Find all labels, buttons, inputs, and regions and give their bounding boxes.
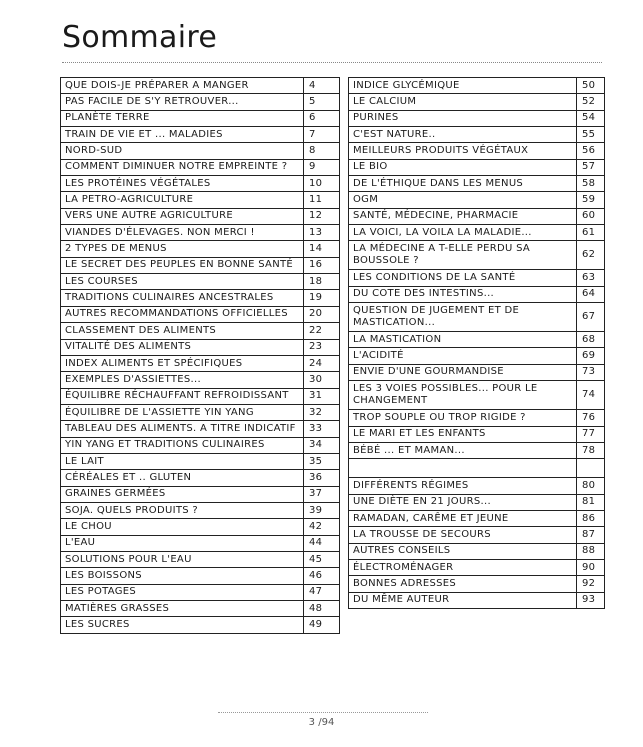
- toc-entry-title: LES POTAGES: [61, 584, 304, 600]
- toc-entry-title: GRAINES GERMÉES: [61, 486, 304, 502]
- toc-entry-page: 12: [304, 208, 340, 224]
- toc-entry-page: 4: [304, 78, 340, 94]
- toc-row: [61, 617, 340, 633]
- toc-entry-page: 32: [304, 404, 340, 420]
- toc-entry-title: ÉQUILIBRE RÉCHAUFFANT REFROIDISSANT: [61, 388, 304, 404]
- toc-entry-title: DE L'ÉTHIQUE DANS LES MENUS: [349, 176, 577, 192]
- toc-row: [61, 290, 340, 306]
- toc-entry-page: 9: [304, 159, 340, 175]
- toc-entry-page: 64: [577, 286, 605, 302]
- toc-entry-page: 48: [304, 601, 340, 617]
- toc-entry-title: BÉBÉ ... ET MAMAN...: [349, 442, 577, 458]
- toc-entry-title: SOJA. QUELS PRODUITS ?: [61, 502, 304, 518]
- toc-row: [349, 348, 605, 364]
- toc-row: [349, 192, 605, 208]
- toc-row: [61, 208, 340, 224]
- toc-entry-page: 31: [304, 388, 340, 404]
- toc-entry-title: LES SUCRES: [61, 617, 304, 633]
- toc-row: [61, 535, 340, 551]
- toc-entry-page: 54: [577, 110, 605, 126]
- toc-entry-page: 16: [304, 257, 340, 273]
- toc-entry-page: 19: [304, 290, 340, 306]
- toc-row: [349, 78, 605, 94]
- toc-entry-title: VITALITÉ DES ALIMENTS: [61, 339, 304, 355]
- toc-entry-title: LES COURSES: [61, 274, 304, 290]
- toc-entry-title: C'EST NATURE..: [349, 127, 577, 143]
- toc-entry-title: LE LAIT: [61, 453, 304, 469]
- toc-entry-title: LE CALCIUM: [349, 94, 577, 110]
- toc-entry-page: 10: [304, 176, 340, 192]
- toc-entry-page: 18: [304, 274, 340, 290]
- toc-row: [349, 225, 605, 241]
- toc-entry-page: 11: [304, 192, 340, 208]
- toc-entry-title: SOLUTIONS POUR L'EAU: [61, 551, 304, 567]
- footer-divider: [218, 712, 428, 713]
- toc-entry-page: 44: [304, 535, 340, 551]
- toc-entry-page: 46: [304, 568, 340, 584]
- toc-entry-title: LE CHOU: [61, 519, 304, 535]
- toc-entry-title: VIANDES D'ÉLEVAGES. NON MERCI !: [61, 225, 304, 241]
- toc-row: [349, 364, 605, 380]
- toc-entry-page: 61: [577, 225, 605, 241]
- toc-entry-page: 59: [577, 192, 605, 208]
- toc-entry-title: BONNES ADRESSES: [349, 576, 577, 592]
- toc-entry-page: 68: [577, 332, 605, 348]
- toc-row: [61, 78, 340, 94]
- toc-row: [61, 519, 340, 535]
- toc-row: [61, 241, 340, 257]
- toc-entry-title: MATIÈRES GRASSES: [61, 601, 304, 617]
- toc-row: [61, 372, 340, 388]
- toc-entry-page: 55: [577, 127, 605, 143]
- title-divider: [62, 62, 602, 63]
- toc-entry-page: 62: [577, 241, 605, 270]
- toc-entry-page: 67: [577, 303, 605, 332]
- toc-row: [61, 421, 340, 437]
- toc-row: [61, 159, 340, 175]
- toc-row: [349, 208, 605, 224]
- toc-row: [61, 355, 340, 371]
- toc-row: [349, 592, 605, 608]
- toc-entry-page: 35: [304, 453, 340, 469]
- toc-entry-title: RAMADAN, CARÊME ET JEUNE: [349, 510, 577, 526]
- toc-entry-page: 78: [577, 442, 605, 458]
- toc-row: [61, 502, 340, 518]
- toc-row: [349, 478, 605, 494]
- toc-entry-page: 92: [577, 576, 605, 592]
- toc-entry-page: 76: [577, 410, 605, 426]
- toc-entry-page: 24: [304, 355, 340, 371]
- toc-entry-page: 81: [577, 494, 605, 510]
- toc-entry-page: 60: [577, 208, 605, 224]
- toc-entry-page: 50: [577, 78, 605, 94]
- toc-entry-title: L'EAU: [61, 535, 304, 551]
- toc-entry-page: 39: [304, 502, 340, 518]
- toc-row: [61, 225, 340, 241]
- toc-row: [349, 559, 605, 575]
- toc-entry-page: 45: [304, 551, 340, 567]
- toc-entry-page: 20: [304, 306, 340, 322]
- toc-row: [61, 143, 340, 159]
- toc-entry-title: L'ACIDITÉ: [349, 348, 577, 364]
- toc-entry-title: PURINES: [349, 110, 577, 126]
- toc-entry-title: DIFFÉRENTS RÉGIMES: [349, 478, 577, 494]
- toc-entry-title: AUTRES RECOMMANDATIONS OFFICIELLES: [61, 306, 304, 322]
- toc-entry-title: UNE DIÈTE EN 21 JOURS...: [349, 494, 577, 510]
- toc-entry-page: 80: [577, 478, 605, 494]
- toc-row: [349, 494, 605, 510]
- toc-row: [61, 176, 340, 192]
- toc-entry-page: 37: [304, 486, 340, 502]
- toc-entry-title: DU COTE DES INTESTINS...: [349, 286, 577, 302]
- toc-entry-page: 49: [304, 617, 340, 633]
- toc-row: [349, 510, 605, 526]
- toc-entry-title: TRADITIONS CULINAIRES ANCESTRALES: [61, 290, 304, 306]
- toc-entry-title: LES CONDITIONS DE LA SANTÉ: [349, 270, 577, 286]
- toc-entry-page: 69: [577, 348, 605, 364]
- page-number: 3 /94: [308, 717, 335, 728]
- toc-row: [349, 241, 605, 270]
- toc-entry-page: 33: [304, 421, 340, 437]
- toc-entry-title: MEILLEURS PRODUITS VÉGÉTAUX: [349, 143, 577, 159]
- toc-row: [61, 274, 340, 290]
- toc-row: [349, 543, 605, 559]
- toc-entry-title: SANTÉ, MÉDECINE, PHARMACIE: [349, 208, 577, 224]
- toc-entry-page: 88: [577, 543, 605, 559]
- toc-row: [61, 568, 340, 584]
- toc-row: [61, 323, 340, 339]
- toc-entry-title: LA MASTICATION: [349, 332, 577, 348]
- toc-row: [61, 339, 340, 355]
- toc-entry-page: [577, 459, 605, 478]
- toc-entry-page: 22: [304, 323, 340, 339]
- toc-entry-page: 58: [577, 176, 605, 192]
- toc-row: [61, 584, 340, 600]
- toc-entry-page: 7: [304, 127, 340, 143]
- toc-entry-page: 56: [577, 143, 605, 159]
- toc-row: [349, 286, 605, 302]
- toc-row: [349, 527, 605, 543]
- toc-entry-page: 36: [304, 470, 340, 486]
- toc-entry-title: COMMENT DIMINUER NOTRE EMPREINTE ?: [61, 159, 304, 175]
- toc-entry-page: 86: [577, 510, 605, 526]
- toc-entry-page: 34: [304, 437, 340, 453]
- toc-row: [61, 601, 340, 617]
- toc-row: [349, 110, 605, 126]
- toc-entry-title: ENVIE D'UNE GOURMANDISE: [349, 364, 577, 380]
- toc-entry-page: 13: [304, 225, 340, 241]
- toc-entry-page: 93: [577, 592, 605, 608]
- toc-row: [61, 110, 340, 126]
- toc-row: [349, 176, 605, 192]
- toc-entry-title: LA TROUSSE DE SECOURS: [349, 527, 577, 543]
- toc-entry-page: 8: [304, 143, 340, 159]
- toc-entry-title: LES PROTÉINES VÉGÉTALES: [61, 176, 304, 192]
- toc-row: [61, 470, 340, 486]
- toc-row: [349, 442, 605, 458]
- toc-entry-title: QUE DOIS-JE PRÉPARER A MANGER: [61, 78, 304, 94]
- toc-entry-title: TABLEAU DES ALIMENTS. A TITRE INDICATIF: [61, 421, 304, 437]
- toc-entry-title: NORD-SUD: [61, 143, 304, 159]
- toc-entry-title: AUTRES CONSEILS: [349, 543, 577, 559]
- toc-row: [349, 410, 605, 426]
- toc-entry-page: 77: [577, 426, 605, 442]
- toc-row: [61, 551, 340, 567]
- toc-entry-title: LA PETRO-AGRICULTURE: [61, 192, 304, 208]
- toc-row: [61, 257, 340, 273]
- toc-entry-page: 90: [577, 559, 605, 575]
- toc-entry-page: 14: [304, 241, 340, 257]
- toc-entry-title: LA MÉDECINE A T-ELLE PERDU SA BOUSSOLE ?: [349, 241, 577, 270]
- toc-entry-title: EXEMPLES D'ASSIETTES...: [61, 372, 304, 388]
- toc-row: [61, 192, 340, 208]
- toc-table-right: [348, 77, 605, 609]
- toc-entry-title: DU MÊME AUTEUR: [349, 592, 577, 608]
- toc-entry-page: 23: [304, 339, 340, 355]
- toc-row: [61, 453, 340, 469]
- toc-entry-page: 74: [577, 381, 605, 410]
- toc-entry-page: 52: [577, 94, 605, 110]
- toc-entry-title: INDICE GLYCÉMIQUE: [349, 78, 577, 94]
- page-title: Sommaire: [62, 20, 218, 55]
- toc-entry-page: 30: [304, 372, 340, 388]
- toc-row: [349, 459, 605, 478]
- toc-entry-title: VERS UNE AUTRE AGRICULTURE: [61, 208, 304, 224]
- toc-entry-title: ÉQUILIBRE DE L'ASSIETTE YIN YANG: [61, 404, 304, 420]
- toc-entry-title: QUESTION DE JUGEMENT ET DE MASTICATION...: [349, 303, 577, 332]
- toc-entry-page: 6: [304, 110, 340, 126]
- toc-row: [349, 94, 605, 110]
- toc-entry-page: 5: [304, 94, 340, 110]
- toc-row: [61, 437, 340, 453]
- toc-row: [61, 306, 340, 322]
- toc-entry-title: LE BIO: [349, 159, 577, 175]
- toc-entry-title: OGM: [349, 192, 577, 208]
- toc-entry-title: ÉLECTROMÉNAGER: [349, 559, 577, 575]
- toc-entry-title: 2 TYPES DE MENUS: [61, 241, 304, 257]
- toc-entry-page: 47: [304, 584, 340, 600]
- toc-entry-title: INDEX ALIMENTS ET SPÉCIFIQUES: [61, 355, 304, 371]
- toc-row: [349, 143, 605, 159]
- toc-entry-title: TRAIN DE VIE ET ... MALADIES: [61, 127, 304, 143]
- toc-row: [349, 159, 605, 175]
- toc-entry-page: 73: [577, 364, 605, 380]
- toc-entry-title: [349, 459, 577, 478]
- toc-entry-title: LES 3 VOIES POSSIBLES... POUR LE CHANGEMENT: [349, 381, 577, 410]
- toc-row: [61, 388, 340, 404]
- toc-entry-page: 87: [577, 527, 605, 543]
- toc-entry-title: PLANÈTE TERRE: [61, 110, 304, 126]
- toc-row: [61, 94, 340, 110]
- toc-entry-title: CLASSEMENT DES ALIMENTS: [61, 323, 304, 339]
- toc-row: [349, 303, 605, 332]
- toc-entry-title: LES BOISSONS: [61, 568, 304, 584]
- toc-row: [61, 127, 340, 143]
- toc-entry-title: CÉRÉALES ET .. GLUTEN: [61, 470, 304, 486]
- toc-row: [349, 270, 605, 286]
- toc-entry-title: LE MARI ET LES ENFANTS: [349, 426, 577, 442]
- toc-entry-page: 57: [577, 159, 605, 175]
- toc-entry-page: 63: [577, 270, 605, 286]
- toc-entry-page: 42: [304, 519, 340, 535]
- toc-row: [61, 404, 340, 420]
- toc-row: [349, 426, 605, 442]
- toc-row: [349, 576, 605, 592]
- toc-entry-title: LA VOICI, LA VOILA LA MALADIE...: [349, 225, 577, 241]
- toc-entry-title: PAS FACILE DE S'Y RETROUVER...: [61, 94, 304, 110]
- toc-entry-title: LE SECRET DES PEUPLES EN BONNE SANTÉ: [61, 257, 304, 273]
- toc-entry-title: YIN YANG ET TRADITIONS CULINAIRES: [61, 437, 304, 453]
- toc-row: [349, 332, 605, 348]
- toc-row: [349, 127, 605, 143]
- toc-entry-title: TROP SOUPLE OU TROP RIGIDE ?: [349, 410, 577, 426]
- toc-row: [349, 381, 605, 410]
- toc-row: [61, 486, 340, 502]
- toc-table-left: [60, 77, 340, 634]
